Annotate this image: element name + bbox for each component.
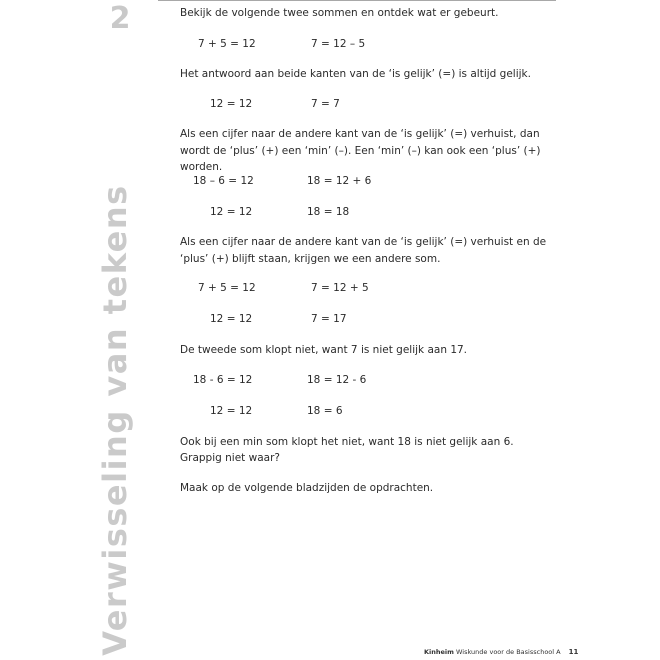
equation: 12 = 12 (210, 313, 253, 325)
equation: 7 = 7 (311, 98, 340, 110)
paragraph-different-sum: Als een cijfer naar de andere kant van de ‘is gelijk’ (=) verhuist en de ‘plus’ (+) blijft staan, krijgen we een andere som. (180, 236, 547, 265)
equation: 18 = 12 + 6 (307, 175, 372, 187)
equation: 7 = 12 – 5 (311, 38, 366, 50)
equation: 18 = 18 (307, 206, 350, 218)
equation: 18 - 6 = 12 (193, 374, 253, 386)
chapter-title: Verwisseling van tekens (96, 184, 134, 656)
footer-subtitle: Wiskunde voor de Basisschool A (456, 648, 561, 656)
chapter-number: 2 (109, 1, 131, 36)
paragraph-min-sum: Ook bij een min som klopt het niet, want 18 is niet gelijk aan 6. (180, 436, 514, 448)
paragraph-not-correct: De tweede som klopt niet, want 7 is niet gelijk aan 17. (180, 344, 468, 356)
equation: 12 = 12 (210, 98, 253, 110)
equation: 12 = 12 (210, 405, 253, 417)
equation: 7 + 5 = 12 (198, 282, 256, 294)
page-footer (424, 648, 578, 656)
paragraph-equal-sides: Het antwoord aan beide kanten van de ‘is gelijk’ (=) is altijd gelijk. (180, 68, 531, 80)
paragraph-sign-swap: Als een cijfer naar de andere kant van de ‘is gelijk’ (=) verhuist, dan wordt de ‘plus’ (+) een ‘min’ (–). Een ‘min’ (–) kan ook een ‘plus’ (+) worden. (180, 128, 541, 173)
equation: 12 = 12 (210, 206, 253, 218)
equation: 18 = 6 (307, 405, 343, 417)
equation: 7 = 17 (311, 313, 347, 325)
equation: 18 – 6 = 12 (193, 175, 254, 187)
page-number: 11 (568, 648, 579, 656)
equation: 7 = 12 + 5 (311, 282, 369, 294)
equation: 7 + 5 = 12 (198, 38, 256, 50)
paragraph-funny: Grappig niet waar? (180, 452, 280, 464)
intro-paragraph: Bekijk de volgende twee sommen en ontdek wat er gebeurt. (180, 7, 499, 19)
paragraph-instructions: Maak op de volgende bladzijden de opdrachten. (180, 482, 434, 494)
footer-brand: Kinheim (424, 648, 454, 656)
top-rule (158, 0, 556, 1)
equation: 18 = 12 - 6 (307, 374, 367, 386)
